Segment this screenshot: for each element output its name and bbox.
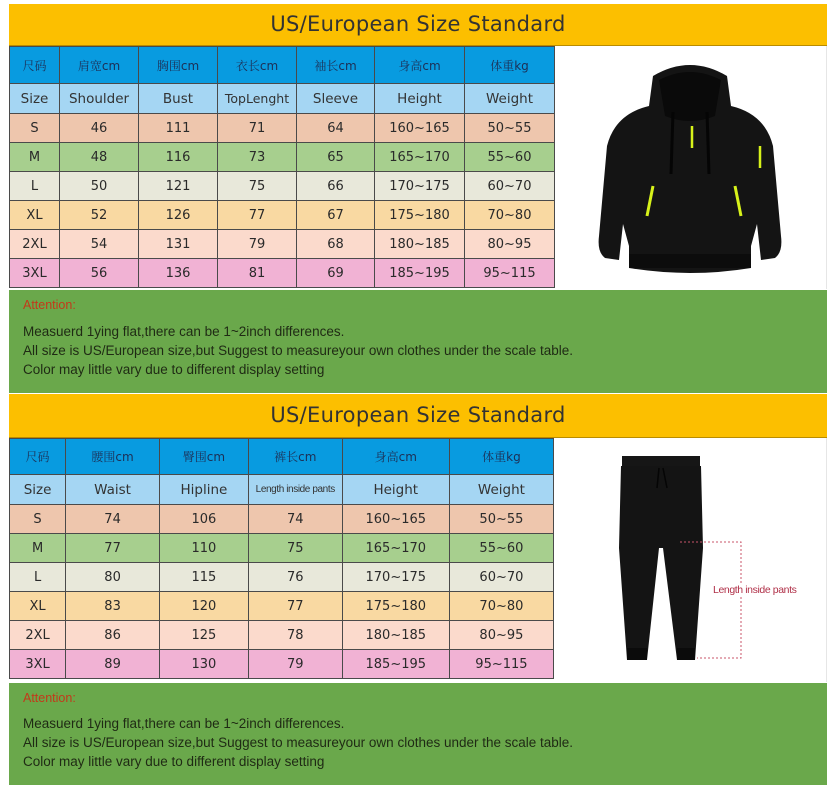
header-cell: Size: [10, 84, 60, 114]
value-cell: 175~180: [375, 201, 465, 230]
table-row: [10, 534, 554, 563]
header-cell: 体重kg: [449, 439, 553, 475]
pants-product-image: [555, 438, 827, 682]
value-cell: 50~55: [465, 114, 555, 143]
value-cell: 125: [160, 621, 249, 650]
value-cell: 80: [66, 563, 160, 592]
value-cell: 78: [248, 621, 342, 650]
value-cell: 120: [160, 592, 249, 621]
value-cell: 160~165: [375, 114, 465, 143]
header-cell: Height: [375, 84, 465, 114]
table-header-cn: [10, 439, 554, 475]
header-cell: 臀围cm: [160, 439, 249, 475]
size-cell: L: [10, 172, 60, 201]
value-cell: 50: [60, 172, 139, 201]
value-cell: 60~70: [465, 172, 555, 201]
value-cell: 65: [297, 143, 375, 172]
value-cell: 68: [297, 230, 375, 259]
hoodie-size-table: [9, 46, 555, 288]
value-cell: 54: [60, 230, 139, 259]
header-cell: Weight: [465, 84, 555, 114]
size-cell: 2XL: [10, 230, 60, 259]
value-cell: 56: [60, 259, 139, 288]
pants-size-table: [9, 438, 554, 679]
table-row: [10, 143, 555, 172]
value-cell: 79: [218, 230, 297, 259]
value-cell: 180~185: [375, 230, 465, 259]
size-cell: S: [10, 505, 66, 534]
header-cell: Hipline: [160, 475, 249, 505]
size-cell: M: [10, 534, 66, 563]
value-cell: 95~115: [449, 650, 553, 679]
header-cell: 尺码: [10, 439, 66, 475]
table-row: [10, 259, 555, 288]
value-cell: 69: [297, 259, 375, 288]
value-cell: 116: [139, 143, 218, 172]
value-cell: 75: [248, 534, 342, 563]
table-row: [10, 114, 555, 143]
attention-line: Measuerd 1ying flat,there can be 1~2inch differences.: [23, 324, 345, 339]
value-cell: 77: [248, 592, 342, 621]
value-cell: 126: [139, 201, 218, 230]
value-cell: 131: [139, 230, 218, 259]
size-cell: S: [10, 114, 60, 143]
attention-line: All size is US/European size,but Suggest to measureyour own clothes under the scale table.: [23, 343, 574, 358]
value-cell: 80~95: [449, 621, 553, 650]
value-cell: 130: [160, 650, 249, 679]
header-cell: 体重kg: [465, 47, 555, 84]
table-header-cn: [10, 47, 555, 84]
size-cell: 3XL: [10, 650, 66, 679]
hoodie-product-image: [555, 46, 827, 289]
value-cell: 175~180: [342, 592, 449, 621]
value-cell: 106: [160, 505, 249, 534]
value-cell: 165~170: [342, 534, 449, 563]
value-cell: 165~170: [375, 143, 465, 172]
table-row: [10, 505, 554, 534]
value-cell: 115: [160, 563, 249, 592]
value-cell: 160~165: [342, 505, 449, 534]
attention-line: Color may little vary due to different display setting: [23, 754, 325, 769]
header-cell: 裤长cm: [248, 439, 342, 475]
hoodie-size-section: [9, 4, 827, 393]
value-cell: 170~175: [375, 172, 465, 201]
value-cell: 76: [248, 563, 342, 592]
pants-size-section: [9, 394, 827, 785]
page-title: US/European Size Standard: [9, 4, 827, 46]
table-header-en: [10, 475, 554, 505]
value-cell: 81: [218, 259, 297, 288]
attention-line: Color may little vary due to different display setting: [23, 362, 325, 377]
header-cell: Height: [342, 475, 449, 505]
header-cell: 衣长cm: [218, 47, 297, 84]
value-cell: 70~80: [465, 201, 555, 230]
header-cell: Shoulder: [60, 84, 139, 114]
table-row: [10, 230, 555, 259]
size-cell: 3XL: [10, 259, 60, 288]
value-cell: 67: [297, 201, 375, 230]
value-cell: 185~195: [375, 259, 465, 288]
value-cell: 46: [60, 114, 139, 143]
size-cell: XL: [10, 201, 60, 230]
pants-icon: [555, 438, 826, 682]
value-cell: 74: [248, 505, 342, 534]
attention-line: Measuerd 1ying flat,there can be 1~2inch differences.: [23, 716, 345, 731]
section-title: US/European Size Standard: [9, 394, 827, 438]
size-cell: 2XL: [10, 621, 66, 650]
value-cell: 110: [160, 534, 249, 563]
value-cell: 80~95: [465, 230, 555, 259]
value-cell: 77: [218, 201, 297, 230]
value-cell: 180~185: [342, 621, 449, 650]
header-cell: 肩宽cm: [60, 47, 139, 84]
size-cell: M: [10, 143, 60, 172]
value-cell: 71: [218, 114, 297, 143]
value-cell: 170~175: [342, 563, 449, 592]
value-cell: 86: [66, 621, 160, 650]
table-row: [10, 201, 555, 230]
attention-title: Attention:: [23, 691, 76, 705]
value-cell: 55~60: [465, 143, 555, 172]
table-header-en: [10, 84, 555, 114]
value-cell: 60~70: [449, 563, 553, 592]
hoodie-icon: [555, 46, 826, 289]
table-row: [10, 650, 554, 679]
attention-panel: [9, 683, 827, 785]
value-cell: 83: [66, 592, 160, 621]
header-cell: 腰围cm: [66, 439, 160, 475]
length-inside-pants-label: Length inside pants: [713, 584, 797, 596]
header-cell: 袖长cm: [297, 47, 375, 84]
value-cell: 77: [66, 534, 160, 563]
header-cell: 身高cm: [375, 47, 465, 84]
value-cell: 52: [60, 201, 139, 230]
header-cell: TopLenght: [218, 84, 297, 114]
value-cell: 75: [218, 172, 297, 201]
header-cell: Size: [10, 475, 66, 505]
value-cell: 48: [60, 143, 139, 172]
header-cell: 尺码: [10, 47, 60, 84]
value-cell: 64: [297, 114, 375, 143]
value-cell: 70~80: [449, 592, 553, 621]
value-cell: 50~55: [449, 505, 553, 534]
value-cell: 66: [297, 172, 375, 201]
value-cell: 136: [139, 259, 218, 288]
size-cell: XL: [10, 592, 66, 621]
attention-line: All size is US/European size,but Suggest to measureyour own clothes under the scale table.: [23, 735, 574, 750]
value-cell: 89: [66, 650, 160, 679]
value-cell: 95~115: [465, 259, 555, 288]
table-row: [10, 172, 555, 201]
header-cell: Weight: [449, 475, 553, 505]
value-cell: 121: [139, 172, 218, 201]
value-cell: 73: [218, 143, 297, 172]
header-cell: Sleeve: [297, 84, 375, 114]
header-cell: Waist: [66, 475, 160, 505]
value-cell: 55~60: [449, 534, 553, 563]
table-row: [10, 621, 554, 650]
table-row: [10, 592, 554, 621]
header-cell: Length inside pants: [248, 475, 342, 505]
value-cell: 185~195: [342, 650, 449, 679]
header-cell: 身高cm: [342, 439, 449, 475]
value-cell: 111: [139, 114, 218, 143]
value-cell: 79: [248, 650, 342, 679]
attention-panel: [9, 290, 827, 393]
size-cell: L: [10, 563, 66, 592]
table-row: [10, 563, 554, 592]
attention-title: Attention:: [23, 298, 76, 312]
header-cell: 胸围cm: [139, 47, 218, 84]
header-cell: Bust: [139, 84, 218, 114]
value-cell: 74: [66, 505, 160, 534]
